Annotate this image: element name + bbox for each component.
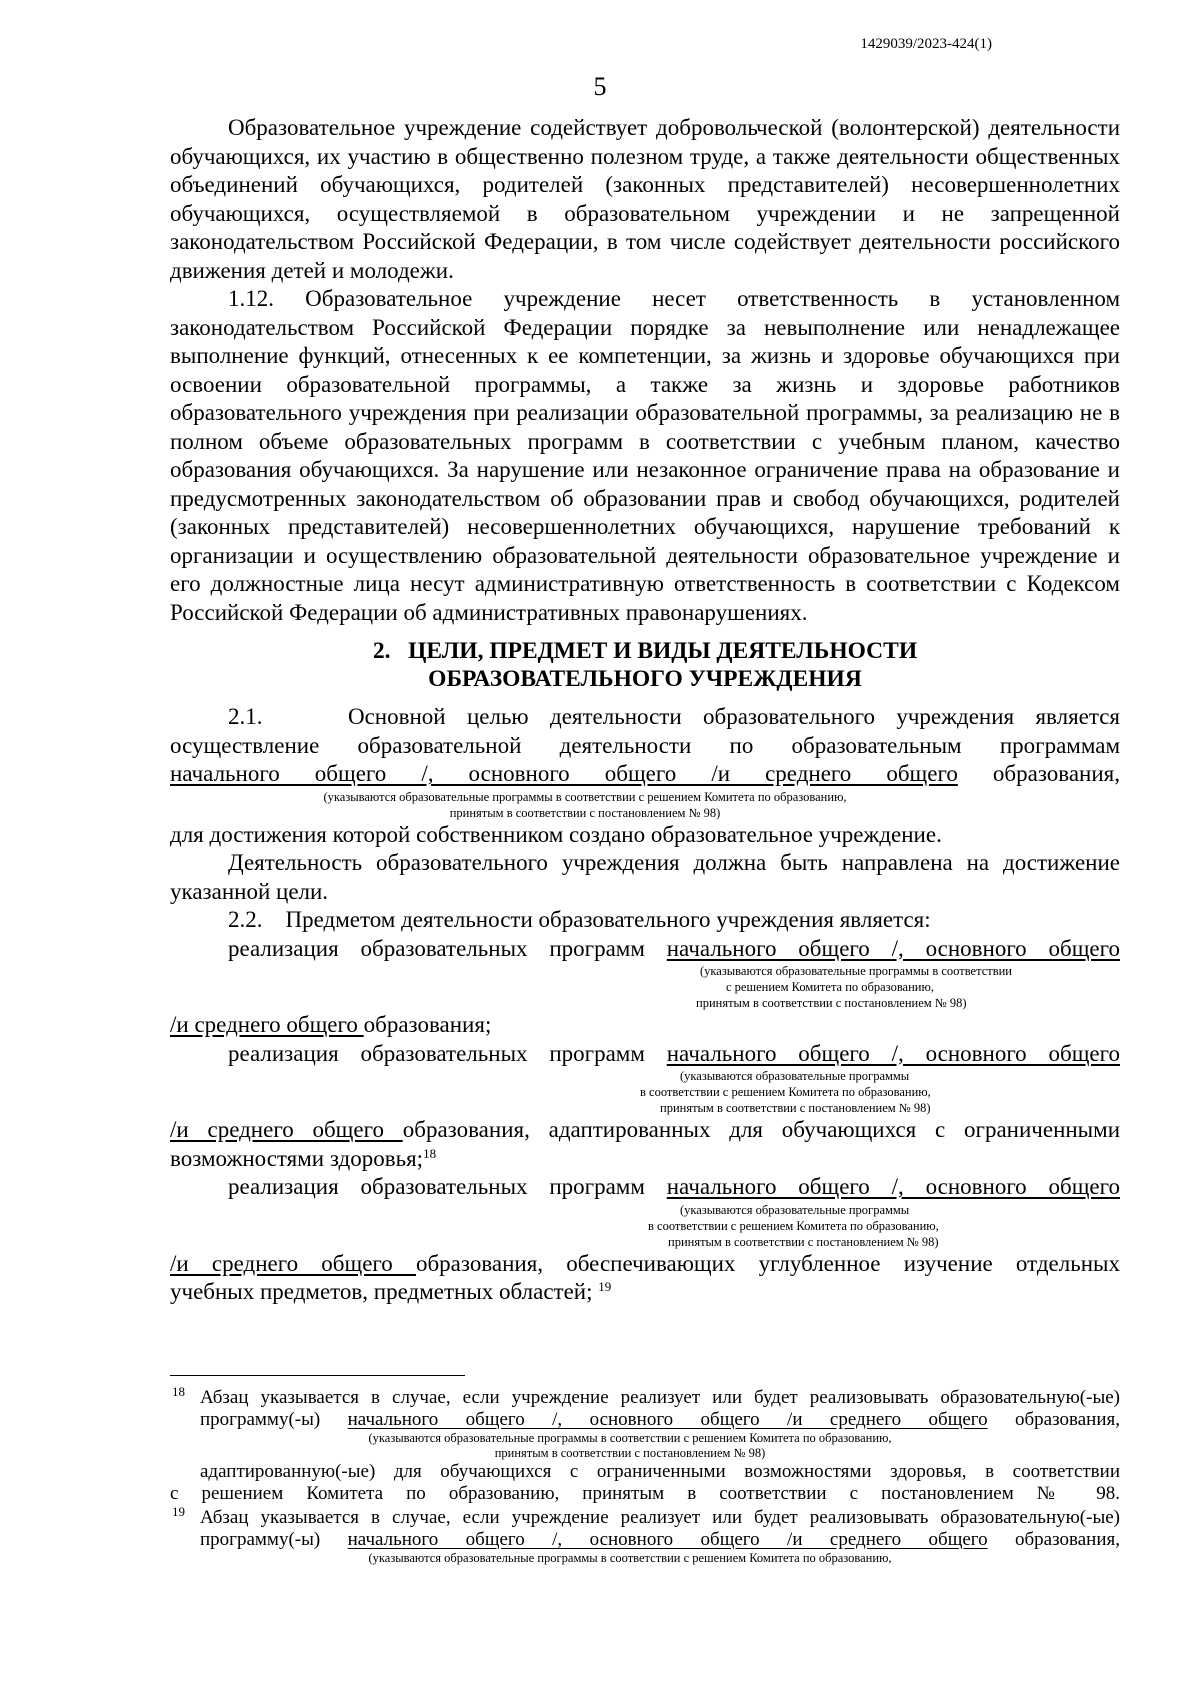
impl-1-programs: начального общего /, основного общего (666, 935, 1120, 961)
footnotes (170, 1384, 1120, 1566)
note-c-1: (указываются образовательные программы (680, 1069, 910, 1083)
paragraph-1-12: 1.12. Образовательное учреждение несет ответственность в установленном законодательством Российской Федерации порядке за невыполнение или ненадлежащее выполнение функций, отнесенных к ее компетенции, за жизнь и здоровье обучающихся при освоении образовательной программы, а также за жизнь и здоровье работников образовательного учреждения при реализации образовательной программы, за реализацию не в полном объеме образовательных программ в соответствии с учебным планом, качество образования обучающихся. За нарушение или незаконное ограничение права на образование и предусмотренных законодательством об образовании прав и свобод обучающихся, родителей (законных представителей) несовершеннолетних обучающихся, нарушение требований к организации и осуществлению образовательной деятельности образовательное учреждение и его должностные лица несут административную ответственность в соответствии с Кодексом Российской Федерации об административных правонарушениях. (170, 286, 1120, 625)
footnote-line (200, 1529, 1120, 1551)
footnote-text: образования, (987, 1529, 1120, 1550)
footnote-line: Абзац указывается в случае, если учреждение реализует или будет реализовывать образовательную(-ые) (200, 1387, 1120, 1408)
footnote-line: адаптированную(-ые) для обучающихся с ограниченными возможностями здоровья, в соответствии (200, 1461, 1120, 1482)
note-b-2: с решением Комитета по образованию, (726, 980, 934, 994)
footnote-separator (170, 1375, 465, 1376)
impl-1-cont-text: образования; (363, 1012, 492, 1037)
note-c-2: в соответствии с решением Комитета по образованию, (640, 1085, 931, 1099)
document-id: 1429039/2023-424(1) (860, 36, 992, 52)
footnote-18 (170, 1384, 1120, 1505)
footnote-note: (указываются образовательные программы в соответствии с решением Комитета по образованию, (368, 1431, 892, 1445)
impl-1-prefix: реализация образовательных программ (228, 935, 667, 961)
impl-2-line (170, 1040, 1120, 1069)
p21-line-4: для достижения которой собственником создано образовательное учреждение. (170, 821, 942, 847)
note-d-1: (указываются образовательные программы (680, 1202, 910, 1217)
document-body (170, 114, 1120, 1307)
note-d-2: в соответствии с решением Комитета по образованию, (648, 1218, 939, 1233)
impl-3-cont-u: /и среднего общего (170, 1250, 416, 1276)
p21-line-2: осуществление образовательной деятельности по образовательным программам (170, 732, 1120, 758)
footnote-note: (указываются образовательные программы в соответствии с решением Комитета по образованию, (368, 1551, 892, 1565)
impl-2-cont-line (170, 1116, 1120, 1145)
impl-2-cont-u: /и среднего общего (170, 1117, 403, 1142)
impl-3 (170, 1173, 1120, 1202)
paragraph-2-1-b: Деятельность образовательного учреждения должна быть направлена на достижение указанной цели. (170, 850, 1120, 904)
section-title-line-2: ОБРАЗОВАТЕЛЬНОГО УЧРЕЖДЕНИЯ (428, 666, 862, 692)
note-b-3: принятым в соответствии с постановлением № 98) (696, 996, 967, 1010)
footnote-line: с решением Комитета по образованию, принятым в соответствии с постановлением № 98. (170, 1483, 1120, 1504)
page-number: 5 (593, 72, 607, 101)
programs-underlined: начального общего /, основного общего /и среднего общего (170, 761, 958, 786)
footnote-line: Абзац указывается в случае, если учреждение реализует или будет реализовывать образовательную(-ые) (200, 1507, 1120, 1528)
impl-2-cont-text: образования, адаптированных для обучающихся с ограниченными (402, 1117, 1120, 1142)
footnote-text: образования, (987, 1409, 1120, 1430)
footnote-mark: 19 (172, 1504, 185, 1519)
paragraph-2-1 (170, 703, 1120, 789)
impl-1-cont-u: /и среднего общего (170, 1012, 364, 1037)
p21-line-3-rest: образования, (957, 761, 1120, 786)
note-d-3: принятым в соответствии с постановлением № 98) (668, 1234, 939, 1249)
impl-2-prefix: реализация образовательных программ (228, 1040, 667, 1066)
footnote-programs: начального общего /, основного общего /и среднего общего (347, 1529, 988, 1550)
paragraph-2-2: 2.2. Предметом деятельности образовательного учреждения является: (228, 907, 931, 932)
impl-3-line (170, 1173, 1120, 1202)
footnote-text: программу(-ы) (200, 1409, 348, 1430)
footnote-ref-19[interactable]: 19 (598, 1279, 612, 1294)
impl-2-programs: начального общего /, основного общего (666, 1040, 1120, 1066)
footnote-ref-18[interactable]: 18 (423, 1145, 437, 1161)
impl-3-prefix: реализация образовательных программ (228, 1174, 667, 1199)
impl-3-cont-2: учебных предметов, предметных областей; (170, 1279, 599, 1304)
impl-1 (170, 935, 1120, 964)
note-a-2: принятым в соответствии с постановлением № 98) (449, 805, 721, 820)
impl-3-cont (170, 1250, 1120, 1307)
footnote-programs: начального общего /, основного общего /и среднего общего (347, 1409, 988, 1430)
impl-3-programs: начального общего /, основного общего (666, 1174, 1120, 1199)
footnote-text: программу(-ы) (200, 1529, 348, 1550)
note-c-3: принятым в соответствии с постановлением № 98) (660, 1101, 931, 1115)
note-a-1: (указываются образовательные программы в соответствии с решением Комитета по образованию, (323, 789, 847, 804)
footnote-line (200, 1409, 1120, 1431)
impl-3-cont-line (170, 1250, 1120, 1279)
p21-line-1: 2.1. Основной целью деятельности образовательного учреждения является (228, 704, 1120, 729)
section-title-line-1: 2. ЦЕЛИ, ПРЕДМЕТ И ВИДЫ ДЕЯТЕЛЬНОСТИ (372, 638, 918, 664)
paragraph-volunteer: Образовательное учреждение содействует добровольческой (волонтерской) деятельности обучающихся, их участию в общественно полезном труде, а также деятельности общественных объединений обучающихся, родителей (законных представителей) несовершеннолетних обучающихся, осуществляемой в образовательном учреждении и не запрещенной законодательством Российской Федерации, в том числе содействует деятельности российского движения детей и молодежи. (170, 115, 1120, 283)
footnote-note: принятым в соответствии с постановлением № 98) (494, 1446, 766, 1460)
p21-line-3 (170, 760, 1120, 789)
impl-2-cont-2: возможностями здоровья; (170, 1145, 424, 1171)
impl-2-cont (170, 1116, 1120, 1173)
impl-1-line (170, 935, 1120, 964)
impl-3-cont-text: образования, обеспечивающих углубленное изучение отдельных (415, 1250, 1120, 1276)
impl-1-cont (170, 1011, 1120, 1040)
impl-2 (170, 1040, 1120, 1069)
footnote-19 (170, 1504, 1120, 1566)
note-b-1: (указываются образовательные программы в соответствии (700, 964, 1012, 978)
section-title (170, 637, 1120, 693)
footnote-mark: 18 (172, 1384, 185, 1399)
